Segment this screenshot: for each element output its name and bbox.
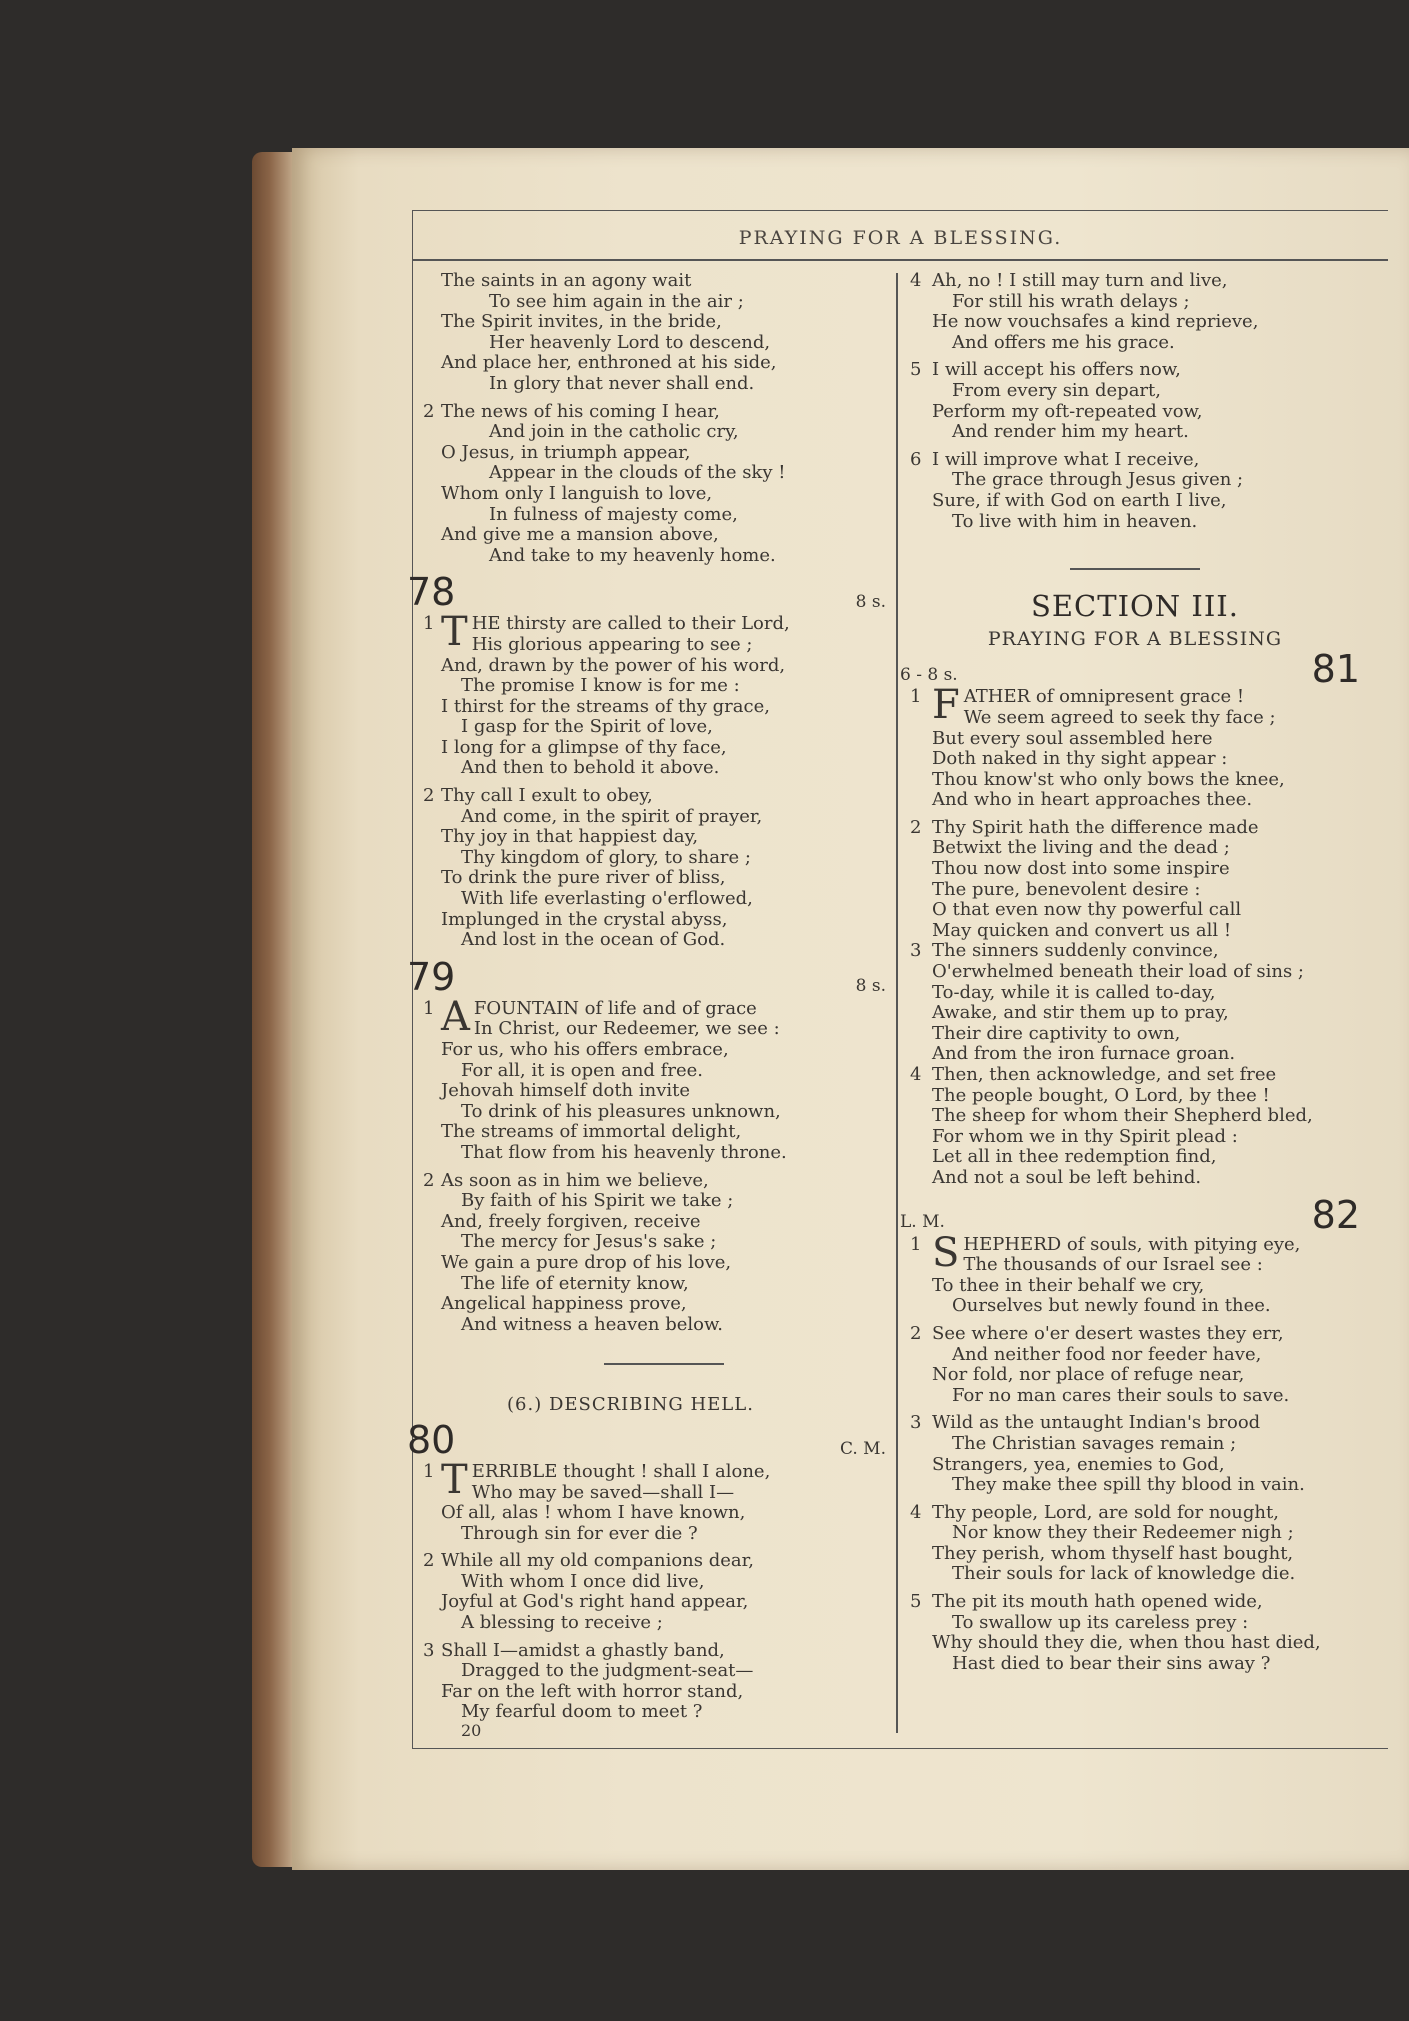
hymn-line: The Christian savages remain ; — [952, 1432, 1237, 1454]
hymn-line: Ourselves but newly found in thee. — [952, 1295, 1271, 1317]
hymn-line: We gain a pure drop of his love, — [441, 1251, 732, 1273]
verse-number: 5 — [910, 359, 922, 381]
hymn-line: Betwixt the living and the dead ; — [932, 837, 1230, 859]
hymn-line: I will improve what I receive, — [932, 448, 1200, 470]
hymn-line: To drink the pure river of bliss, — [441, 867, 726, 889]
hymn-line: FOUNTAIN of life and of grace — [473, 997, 757, 1019]
hymn-line: O Jesus, in triumph appear, — [441, 441, 691, 463]
hymn-line: I will accept his offers now, — [932, 359, 1181, 381]
hymn-line: And lost in the ocean of God. — [461, 929, 726, 951]
section-title: SECTION III. — [1031, 589, 1239, 624]
hymn-line: Through sin for ever die ? — [461, 1522, 698, 1544]
hymn-line: And give me a mansion above, — [441, 524, 719, 546]
hymn-line: As soon as in him we believe, — [441, 1169, 709, 1191]
verse — [900, 1065, 1370, 1189]
header-rule — [413, 259, 1388, 261]
verse — [900, 360, 1370, 442]
hymn-line: Thy call I exult to obey, — [441, 785, 653, 807]
hymn-line: And join in the catholic cry, — [489, 421, 739, 443]
hymn-line: To drink of his pleasures unknown, — [461, 1100, 781, 1122]
hymn-line: The sheep for whom their Shepherd bled, — [932, 1105, 1313, 1127]
hymn-81-header — [900, 647, 1370, 692]
hymn-line: The sinners suddenly convince, — [932, 940, 1219, 962]
hymn-line: Hast died to bear their sins away ? — [952, 1652, 1271, 1674]
drop-cap: T — [441, 609, 468, 656]
hymn-78-header — [407, 572, 886, 614]
hymn-line: Nor fold, nor place of refuge near, — [932, 1364, 1245, 1386]
verse-number: 2 — [423, 1169, 435, 1191]
hymn-line: My fearful doom to meet ? — [461, 1701, 703, 1723]
hymn-line: Dragged to the judgment-seat— — [461, 1660, 754, 1682]
hymn-line: Thy kingdom of glory, to share ; — [461, 846, 751, 868]
right-column — [900, 271, 1370, 1674]
hymn-line: Whom only I languish to love, — [441, 482, 713, 504]
verse-number: 3 — [910, 940, 922, 962]
hymn-number: 81 — [1311, 647, 1360, 692]
hymn-line: And from the iron furnace groan. — [932, 1043, 1236, 1065]
drop-cap: F — [932, 682, 960, 729]
hymn-line: Of all, alas ! whom I have known, — [441, 1502, 746, 1524]
verse-number: 1 — [423, 613, 435, 635]
hymn-line: Thy people, Lord, are sold for nought, — [932, 1501, 1279, 1523]
divider-rule — [604, 1363, 724, 1365]
verse — [900, 818, 1370, 942]
verse — [900, 1413, 1370, 1495]
hymn-80-header — [407, 1417, 886, 1462]
hymn-line: Thy joy in that happiest day, — [441, 826, 699, 848]
verse — [900, 271, 1370, 353]
hymn-line: The life of eternity know, — [461, 1272, 689, 1294]
verse — [900, 1592, 1370, 1674]
hymn-number: 78 — [407, 570, 456, 615]
page-number: 20 — [461, 1721, 482, 1741]
verse-number: 3 — [423, 1639, 435, 1661]
hymn-line: Her heavenly Lord to descend, — [489, 331, 771, 353]
verse-number: 1 — [423, 997, 435, 1019]
hymn-line: In glory that never shall end. — [489, 372, 755, 394]
hymn-line: Strangers, yea, enemies to God, — [932, 1453, 1225, 1475]
verse — [413, 1456, 886, 1741]
divider-rule — [1070, 568, 1200, 570]
hymn-line: And, drawn by the power of his word, — [441, 654, 786, 676]
verse — [900, 682, 1370, 811]
verse — [423, 400, 886, 567]
verse-number: 1 — [910, 1233, 922, 1255]
verse-number: 1 — [423, 1460, 435, 1482]
hymn-line: And, freely forgiven, receive — [441, 1210, 701, 1232]
subsection-heading: (6.) DESCRIBING HELL. — [507, 1394, 754, 1416]
hymn-line: For all, it is open and free. — [461, 1059, 703, 1081]
hymn-line: Awake, and stir them up to pray, — [932, 1002, 1229, 1024]
hymn-line: His glorious appearing to see ; — [471, 633, 753, 655]
hymn-meter: 8 s. — [855, 591, 886, 612]
verse-number: 2 — [423, 400, 435, 422]
hymn-82-header — [900, 1192, 1370, 1237]
verse — [900, 1229, 1370, 1317]
hymn-line: While all my old companions dear, — [441, 1550, 754, 1572]
hymn-line: Nor know they their Redeemer nigh ; — [952, 1522, 1294, 1544]
hymn-79-header — [407, 954, 886, 999]
hymn-line: That flow from his heavenly throne. — [461, 1141, 787, 1163]
hymn-line: To-day, while it is called to-day, — [932, 981, 1216, 1003]
hymn-line: And witness a heaven below. — [461, 1313, 724, 1335]
left-column — [407, 270, 886, 1741]
running-head: PRAYING FOR A BLESSING. — [738, 227, 1063, 249]
hymn-line: And place her, enthroned at his side, — [441, 352, 777, 374]
hymn-line: Thou now dost into some inspire — [932, 858, 1230, 880]
hymn-line: Joyful at God's right hand appear, — [441, 1591, 749, 1613]
drop-cap: T — [441, 1456, 468, 1503]
verse — [900, 1503, 1370, 1585]
hymn-line: HE thirsty are called to their Lord, — [471, 613, 790, 635]
hymn-line: And then to behold it above. — [461, 757, 720, 779]
hymn-line: The grace through Jesus given ; — [952, 469, 1244, 491]
hymn-number: 80 — [407, 1417, 456, 1462]
hymn-line: The mercy for Jesus's sake ; — [461, 1231, 717, 1253]
verse-number: 1 — [910, 686, 922, 708]
hymn-line: I long for a glimpse of thy face, — [441, 736, 727, 758]
verse — [900, 450, 1370, 532]
verse-number: 2 — [910, 1322, 922, 1344]
section-subtitle: PRAYING FOR A BLESSING — [987, 627, 1283, 650]
hymn-line: See where o'er desert wastes they err, — [932, 1322, 1284, 1344]
hymn-line: For us, who his offers embrace, — [441, 1039, 729, 1060]
hymn-line: They perish, whom thyself hast bought, — [932, 1542, 1294, 1564]
verse-number: 4 — [910, 270, 922, 291]
hymn-line: And not a soul be left behind. — [932, 1166, 1202, 1188]
hymn-line: To swallow up its careless prey : — [952, 1611, 1249, 1633]
verse — [900, 1324, 1370, 1406]
hymn-line: Let all in thee redemption find, — [932, 1146, 1217, 1168]
hymn-line: I gasp for the Spirit of love, — [461, 716, 713, 738]
hymn-line: A blessing to receive ; — [461, 1612, 663, 1634]
hymn-number: 82 — [1311, 1192, 1360, 1237]
hymn-line: But every soul assembled here — [932, 727, 1213, 749]
hymn-line: And neither food nor feeder have, — [952, 1343, 1262, 1365]
hymn-line: We seem agreed to seek thy face ; — [963, 706, 1276, 728]
hymn-line: For still his wrath delays ; — [952, 290, 1190, 312]
hymn-line: O'erwhelmed beneath their load of sins ; — [932, 961, 1304, 983]
hymn-line: The Spirit invites, in the bride, — [441, 311, 722, 333]
hymn-line: The streams of immortal delight, — [441, 1121, 742, 1143]
hymn-line: The thousands of our Israel see : — [963, 1254, 1263, 1276]
verse — [413, 993, 886, 1336]
hymn-line: The pit its mouth hath opened wide, — [932, 1591, 1263, 1613]
hymn-line: The pure, benevolent desire : — [932, 878, 1201, 900]
hymn-line: Wild as the untaught Indian's brood — [932, 1412, 1261, 1434]
hymn-line: Doth naked in thy sight appear : — [932, 748, 1228, 770]
verse-number: 2 — [423, 1550, 435, 1572]
hymn-line: Then, then acknowledge, and set free — [932, 1064, 1277, 1085]
hymn-line: Jehovah himself doth invite — [441, 1080, 691, 1102]
hymn-line: ERRIBLE thought ! shall I alone, — [471, 1460, 771, 1482]
hymn-line: Angelical happiness prove, — [441, 1293, 687, 1315]
verse-number: 4 — [910, 1064, 922, 1085]
hymn-line: Their dire captivity to own, — [932, 1022, 1181, 1044]
hymn-line: Thou know'st who only bows the knee, — [932, 768, 1285, 790]
hymn-line: Why should they die, when thou hast died, — [932, 1632, 1321, 1654]
verse-number: 5 — [910, 1591, 922, 1613]
hymn-line: ATHER of omnipresent grace ! — [963, 686, 1245, 708]
verse-number: 4 — [910, 1501, 922, 1523]
hymn-line: The people bought, O Lord, by thee ! — [932, 1084, 1270, 1106]
hymn-line: Who may be saved—shall I— — [471, 1481, 735, 1503]
hymn-line: And take to my heavenly home. — [489, 544, 776, 566]
hymn-line: The promise I know is for me : — [461, 675, 740, 697]
hymn-line: The news of his coming I hear, — [441, 400, 720, 422]
hymn-line: Perform my oft-repeated vow, — [932, 400, 1203, 422]
hymn-line: The saints in an agony wait — [441, 270, 692, 291]
hymn-line: In Christ, our Redeemer, we see : — [473, 1018, 780, 1040]
hymn-line: For no man cares their souls to save. — [952, 1384, 1290, 1406]
hymn-line: For whom we in thy Spirit plead : — [932, 1125, 1238, 1147]
hymn-line: Sure, if with God on earth I live, — [932, 489, 1227, 511]
column-divider — [896, 273, 898, 1733]
hymn-line: O that even now thy powerful call — [932, 899, 1242, 921]
drop-cap: A — [441, 993, 470, 1040]
hymn-meter: C. M. — [839, 1439, 886, 1460]
hymn-meter: 8 s. — [855, 976, 886, 997]
hymn-line: And offers me his grace. — [952, 331, 1175, 353]
hymn-line: And who in heart approaches thee. — [932, 789, 1253, 811]
hymn-line: By faith of his Spirit we take ; — [461, 1190, 734, 1212]
hymn-line: Thy Spirit hath the difference made — [932, 816, 1259, 838]
verse-number: 2 — [423, 785, 435, 807]
hymn-line: Implunged in the crystal abyss, — [441, 908, 728, 930]
hymn-line: Shall I—amidst a ghastly band, — [441, 1639, 725, 1661]
hymn-line: To live with him in heaven. — [952, 510, 1198, 532]
hymn-line: They make thee spill thy blood in vain. — [952, 1474, 1305, 1496]
verse-number: 2 — [910, 816, 922, 838]
hymn-line: To thee in their behalf we cry, — [932, 1274, 1205, 1296]
hymn-line: With whom I once did live, — [461, 1570, 705, 1592]
verse-number: 6 — [910, 448, 922, 470]
hymn-line: Appear in the clouds of the sky ! — [489, 462, 786, 484]
hymn-line: I thirst for the streams of thy grace, — [441, 695, 770, 717]
verse-number: 3 — [910, 1412, 922, 1434]
hymn-line: HEPHERD of souls, with pitying eye, — [963, 1233, 1301, 1255]
hymn-number: 79 — [407, 954, 456, 999]
hymn-line: In fulness of majesty come, — [489, 503, 738, 525]
hymn-line: Their souls for lack of knowledge die. — [952, 1563, 1296, 1585]
drop-cap: S — [932, 1229, 960, 1276]
verse — [900, 941, 1370, 1065]
hymn-line: And come, in the spirit of prayer, — [461, 805, 763, 827]
hymn-line: Ah, no ! I still may turn and live, — [932, 270, 1228, 291]
verse — [413, 609, 886, 951]
hymn-line: With life everlasting o'erflowed, — [461, 888, 753, 910]
page-frame — [407, 210, 1388, 1749]
hymn-line: He now vouchsafes a kind reprieve, — [932, 311, 1259, 333]
hymn-meter: 6 - 8 s. — [900, 664, 958, 685]
hymn-line: And render him my heart. — [952, 421, 1189, 443]
hymn-line: To see him again in the air ; — [489, 290, 744, 312]
hymn-line: Far on the left with horror stand, — [441, 1680, 744, 1702]
hymn-line: From every sin depart, — [952, 379, 1161, 401]
hymn-line: May quicken and convert us all ! — [932, 919, 1232, 941]
hymn-meter: L. M. — [900, 1211, 945, 1232]
